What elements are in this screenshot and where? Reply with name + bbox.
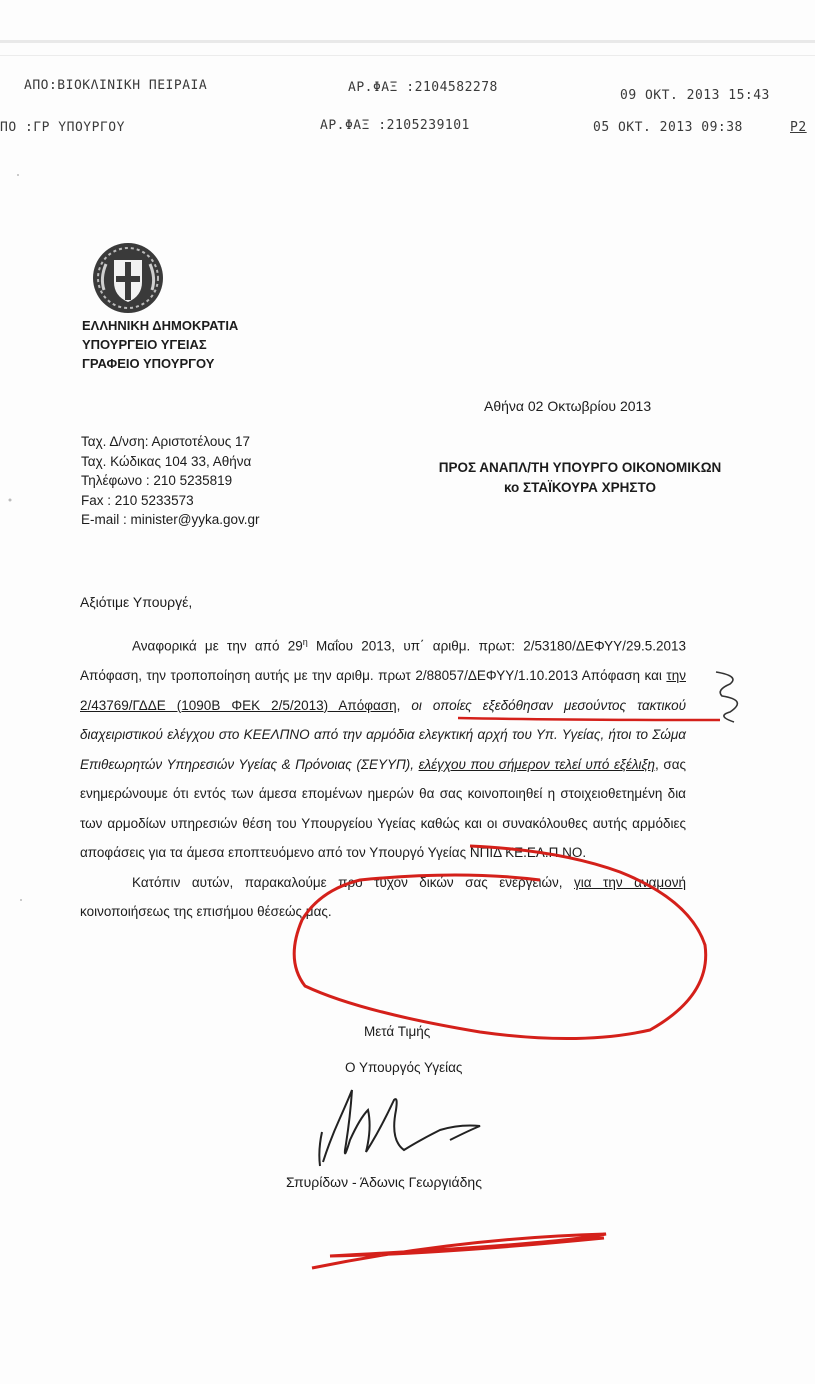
- office-line-republic: ΕΛΛΗΝΙΚΗ ΔΗΜΟΚΡΑΤΙΑ: [82, 318, 239, 333]
- recipient-title: ΠΡΟΣ ΑΝΑΠΛ/ΤΗ ΥΠΟΥΡΓΟ ΟΙΚΟΝΟΜΙΚΩΝ: [438, 460, 722, 475]
- office-line-bureau: ΓΡΑΦΕΙΟ ΥΠΟΥΡΓΟΥ: [82, 356, 215, 371]
- signatory-name: Σπυρίδων - Άδωνις Γεωργιάδης: [286, 1174, 482, 1190]
- underlined-decision-reference: την 2/43769/ΓΔΔΕ (1090Β ΦΕΚ 2/5/2013) Απόφαση: [80, 668, 686, 713]
- contact-postal-code: Ταχ. Κώδικας 104 33, Αθήνα: [81, 453, 252, 469]
- contact-fax: Fax : 210 5233573: [81, 492, 194, 508]
- issuing-office: [82, 316, 238, 373]
- fax-header-from-1: ΑΠΟ:ΒΙΟΚΛΙΝΙΚΗ ΠΕΙΡΑΙΑ: [24, 78, 208, 93]
- body-paragraph-1: Αναφορικά με την από $29^\eta$ Μαΐου 2013, υπ΄ αριθμ. πρωτ: 2/53180/ΔΕΦΥΥ/29.5.2013 Απόφαση, την τροποποίηση αυτής με την αριθμ. πρωτ 2/88057/ΔΕΦΥΥ/1.10.2013 Απόφαση και την 2/43769/ΓΔΔΕ (1090Β ΦΕΚ 2/5/2013) Απόφαση, οι οποίες εξεδόθησαν μεσούντος τακτικού διαχειριστικού ελέγχου στο ΚΕΕΛΠΝΟ από την αρμόδια ελεγκτική αρχή του Υπ. Υγείας, ήτοι το Σώμα Επιθεωρητών Υπηρεσιών Υγείας & Πρόνοιας (ΣΕΥΥΠ), ελέγχου που σήμερον τελεί υπό εξέλιξη, σας ενημερώνουμε ότι εντός των άμεσα επομένων ημερών θα σας κοινοποιηθεί η στοιχειοθετημένη δια των αρμοδίων υπηρεσιών θέση του Υπουργείου Υγείας καθώς και οι συνακόλουθες αυτής αρμόδιες αποφάσεις για τα άμεσα εποπτευόμενο από τον Υπουργό Υγείας ΝΠΙΔ ΚΕ.ΕΛ.Π.ΝΟ.: [80, 637, 687, 860]
- red-strike-mark: [312, 1234, 606, 1268]
- office-line-ministry: ΥΠΟΥΡΓΕΙΟ ΥΓΕΙΑΣ: [82, 337, 207, 352]
- fax-header-from-2: ΠΟ :ΓΡ ΥΠΟΥΡΓΟΥ: [0, 120, 125, 135]
- recipient-name: κο ΣΤΑΪΚΟΥΡΑ ΧΡΗΣΤΟ: [503, 480, 657, 495]
- fax-header-number-1: ΑΡ.ΦΑΞ :2104582278: [348, 80, 498, 95]
- signatory-role: Ο Υπουργός Υγείας: [345, 1060, 463, 1075]
- underlined-waiting-phrase: για την αναμονή: [574, 874, 686, 890]
- fax-header-number-2: ΑΡ.ΦΑΞ :2105239101: [320, 118, 470, 133]
- letter-body: [80, 628, 686, 927]
- contact-address: Ταχ. Δ/νση: Αριστοτέλους 17: [81, 434, 251, 449]
- letter-date: Αθήνα 02 Οκτωβρίου 2013: [484, 398, 652, 414]
- contact-block: [81, 432, 260, 530]
- contact-email: E-mail : minister@yyka.gov.gr: [81, 512, 260, 527]
- body-paragraph-2: Κατόπιν αυτών, παρακαλούμε προ τυχόν δικών σας ενεργειών, για την αναμονή κοινοποιήσεως της επισήμου θέσεώς μας.: [80, 874, 686, 919]
- red-bracket-mark: [716, 672, 737, 722]
- fax-header-date-2: 05 ΟΚΤ. 2013 09:38: [593, 120, 743, 135]
- closing-phrase: Μετά Τιμής: [364, 1024, 431, 1039]
- fax-header-page: P2: [790, 120, 807, 135]
- recipient-block: [422, 458, 738, 498]
- contact-phone: Τηλέφωνο : 210 5235819: [81, 473, 233, 488]
- hellenic-republic-seal-icon: [90, 240, 166, 316]
- page-edge-shadow: [0, 40, 815, 43]
- page-edge-line: [0, 55, 815, 56]
- handwritten-signature: [323, 1090, 480, 1162]
- fax-header-date-1: 09 ΟΚΤ. 2013 15:43: [620, 88, 770, 103]
- underlined-audit-phrase: ελέγχου που σήμερον τελεί υπό εξέλιξη: [418, 756, 656, 772]
- salutation: Αξιότιμε Υπουργέ,: [80, 594, 193, 610]
